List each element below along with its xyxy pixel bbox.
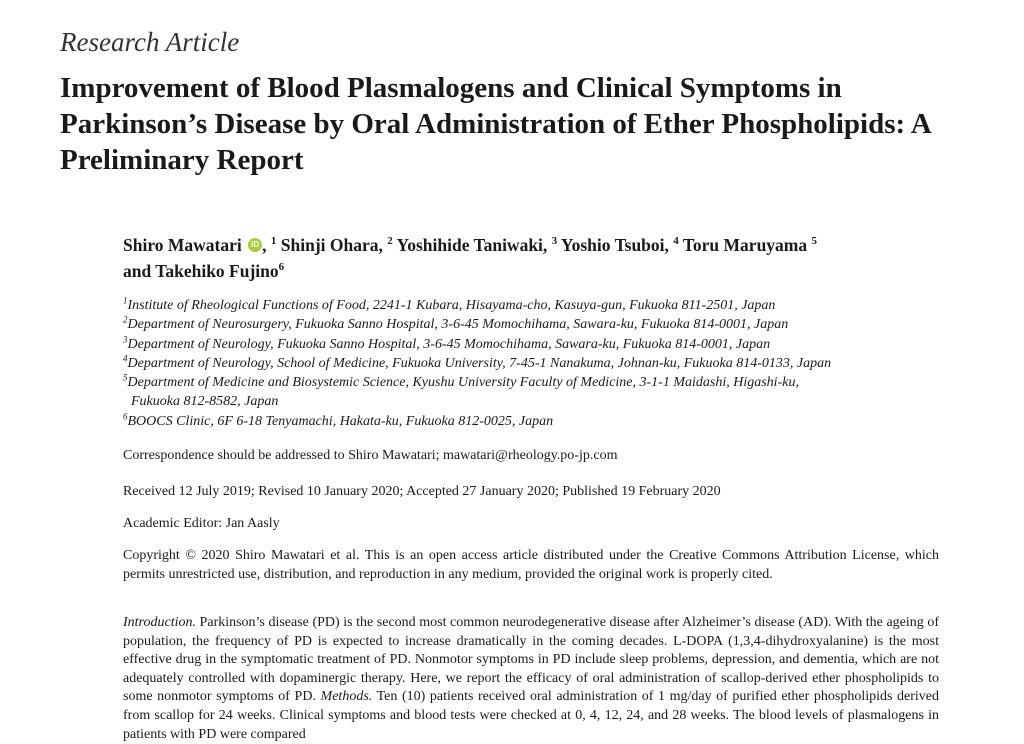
author-name[interactable]: Toru Maruyama [682, 235, 808, 255]
affiliation: $^6$BOOCS Clinic, 6F 6-18 Tenyamachi, Hakata-ku, Fukuoka 812-0025, Japan [123, 411, 554, 429]
academic-editor: Academic Editor: Jan Aasly [123, 516, 280, 531]
author-name[interactable]: Shiro Mawatari [123, 235, 242, 255]
abstract-intro-label: Introduction. [123, 615, 196, 630]
affiliation: $^5$Department of Medicine and Biosystemic Science, Kyushu University Faculty of Medicine, 3-1-1 Maidashi, Higashi-ku, Fukuoka 812-8582, Japan [123, 372, 799, 410]
affiliation-list [123, 296, 953, 431]
author-affil-sup: 6 [278, 261, 285, 274]
affiliation: $^3$Department of Neurology, Fukuoka Sanno Hospital, 3-6-45 Momochihama, Sawara-ku, Fukuoka 814-0001, Japan [123, 333, 771, 352]
author-name[interactable]: Takehiko Fujino [155, 261, 279, 281]
author-list: Shiro Mawatari iD , $^1$ Shinji Ohara, $^2$ Yoshihide Taniwaki, $^3$ Yoshio Tsuboi, $^4$ Toru Maruyama $^5$ and Takehiko Fujino$^6$ [123, 235, 818, 281]
author-affil-sup: 4 [673, 235, 679, 248]
author-affil-sup: 3 [551, 235, 558, 248]
author-affil-sup: 2 [387, 235, 393, 248]
affiliation: $^4$Department of Neurology, School of Medicine, Fukuoka University, 7-45-1 Nanakuma, Johnan-ku, Fukuoka 814-0133, Japan [123, 353, 832, 371]
correspondence-line: Correspondence should be addressed to Shiro Mawatari; mawatari@rheology.po-jp.com [123, 448, 618, 463]
author-conjunction: and [123, 261, 156, 281]
affiliation: $^1$Institute of Rheological Functions of Food, 2241-1 Kubara, Hisayama-cho, Kasuya-gun, Fukuoka 811-2501, Japan [123, 295, 776, 313]
abstract [123, 614, 939, 744]
author-name[interactable]: Yoshihide Taniwaki [396, 235, 543, 255]
article-type: Research Article [60, 27, 240, 57]
author-name[interactable]: Shinji Ohara [280, 235, 379, 255]
author-affil-sup: 5 [811, 235, 818, 248]
copyright-notice: Copyright © 2020 Shiro Mawatari et al. This is an open access article distributed under the Creative Commons Attribution License, which permits unrestricted use, distribution, and reproduction in any medium, provided the original work is properly cited. [123, 548, 939, 582]
author-name[interactable]: Yoshio Tsuboi [560, 235, 665, 255]
abstract-intro-text: Parkinson’s disease (PD) is the second most common neurodegenerative disease after Alzheimer’s disease (AD). With the ageing of population, the frequency of PD is expected to increase dramatically in the coming decades. L-DOPA (1,3,4-dihydroxyalanine) is the most effective drug in the symptomatic treatment of PD. Nonmotor symptoms in PD include sleep problems, depression, and dementia, which are not adequately controlled with dopaminergic therapy. Here, we report the efficacy of oral administration of scallop-derived ether phospholipids to some nonmotor symptoms of PD. [123, 615, 939, 705]
orcid-icon[interactable]: iD [248, 238, 262, 252]
abstract-methods-text: Ten (10) patients received oral administration of 1 mg/day of purified ether phospholipids derived from scallop for 24 weeks. Clinical symptoms and blood tests were checked at 0, 4, 12, 24, and 28 weeks. The blood levels of plasmalogens in patients with PD were compared [123, 689, 940, 742]
author-affil-sup: 1 [270, 235, 277, 248]
paper-title: Improvement of Blood Plasmalogens and Clinical Symptoms in Parkinson’s Disease by Oral Administration of Ether Phospholipids: A Preliminary Report [60, 72, 931, 176]
affiliation: $^2$Department of Neurosurgery, Fukuoka Sanno Hospital, 3-6-45 Momochihama, Sawara-ku, Fukuoka 814-0001, Japan [123, 314, 789, 333]
publication-dates: Received 12 July 2019; Revised 10 January 2020; Accepted 27 January 2020; Published 19 February 2020 [123, 484, 721, 499]
abstract-methods-label: Methods. [320, 689, 373, 705]
